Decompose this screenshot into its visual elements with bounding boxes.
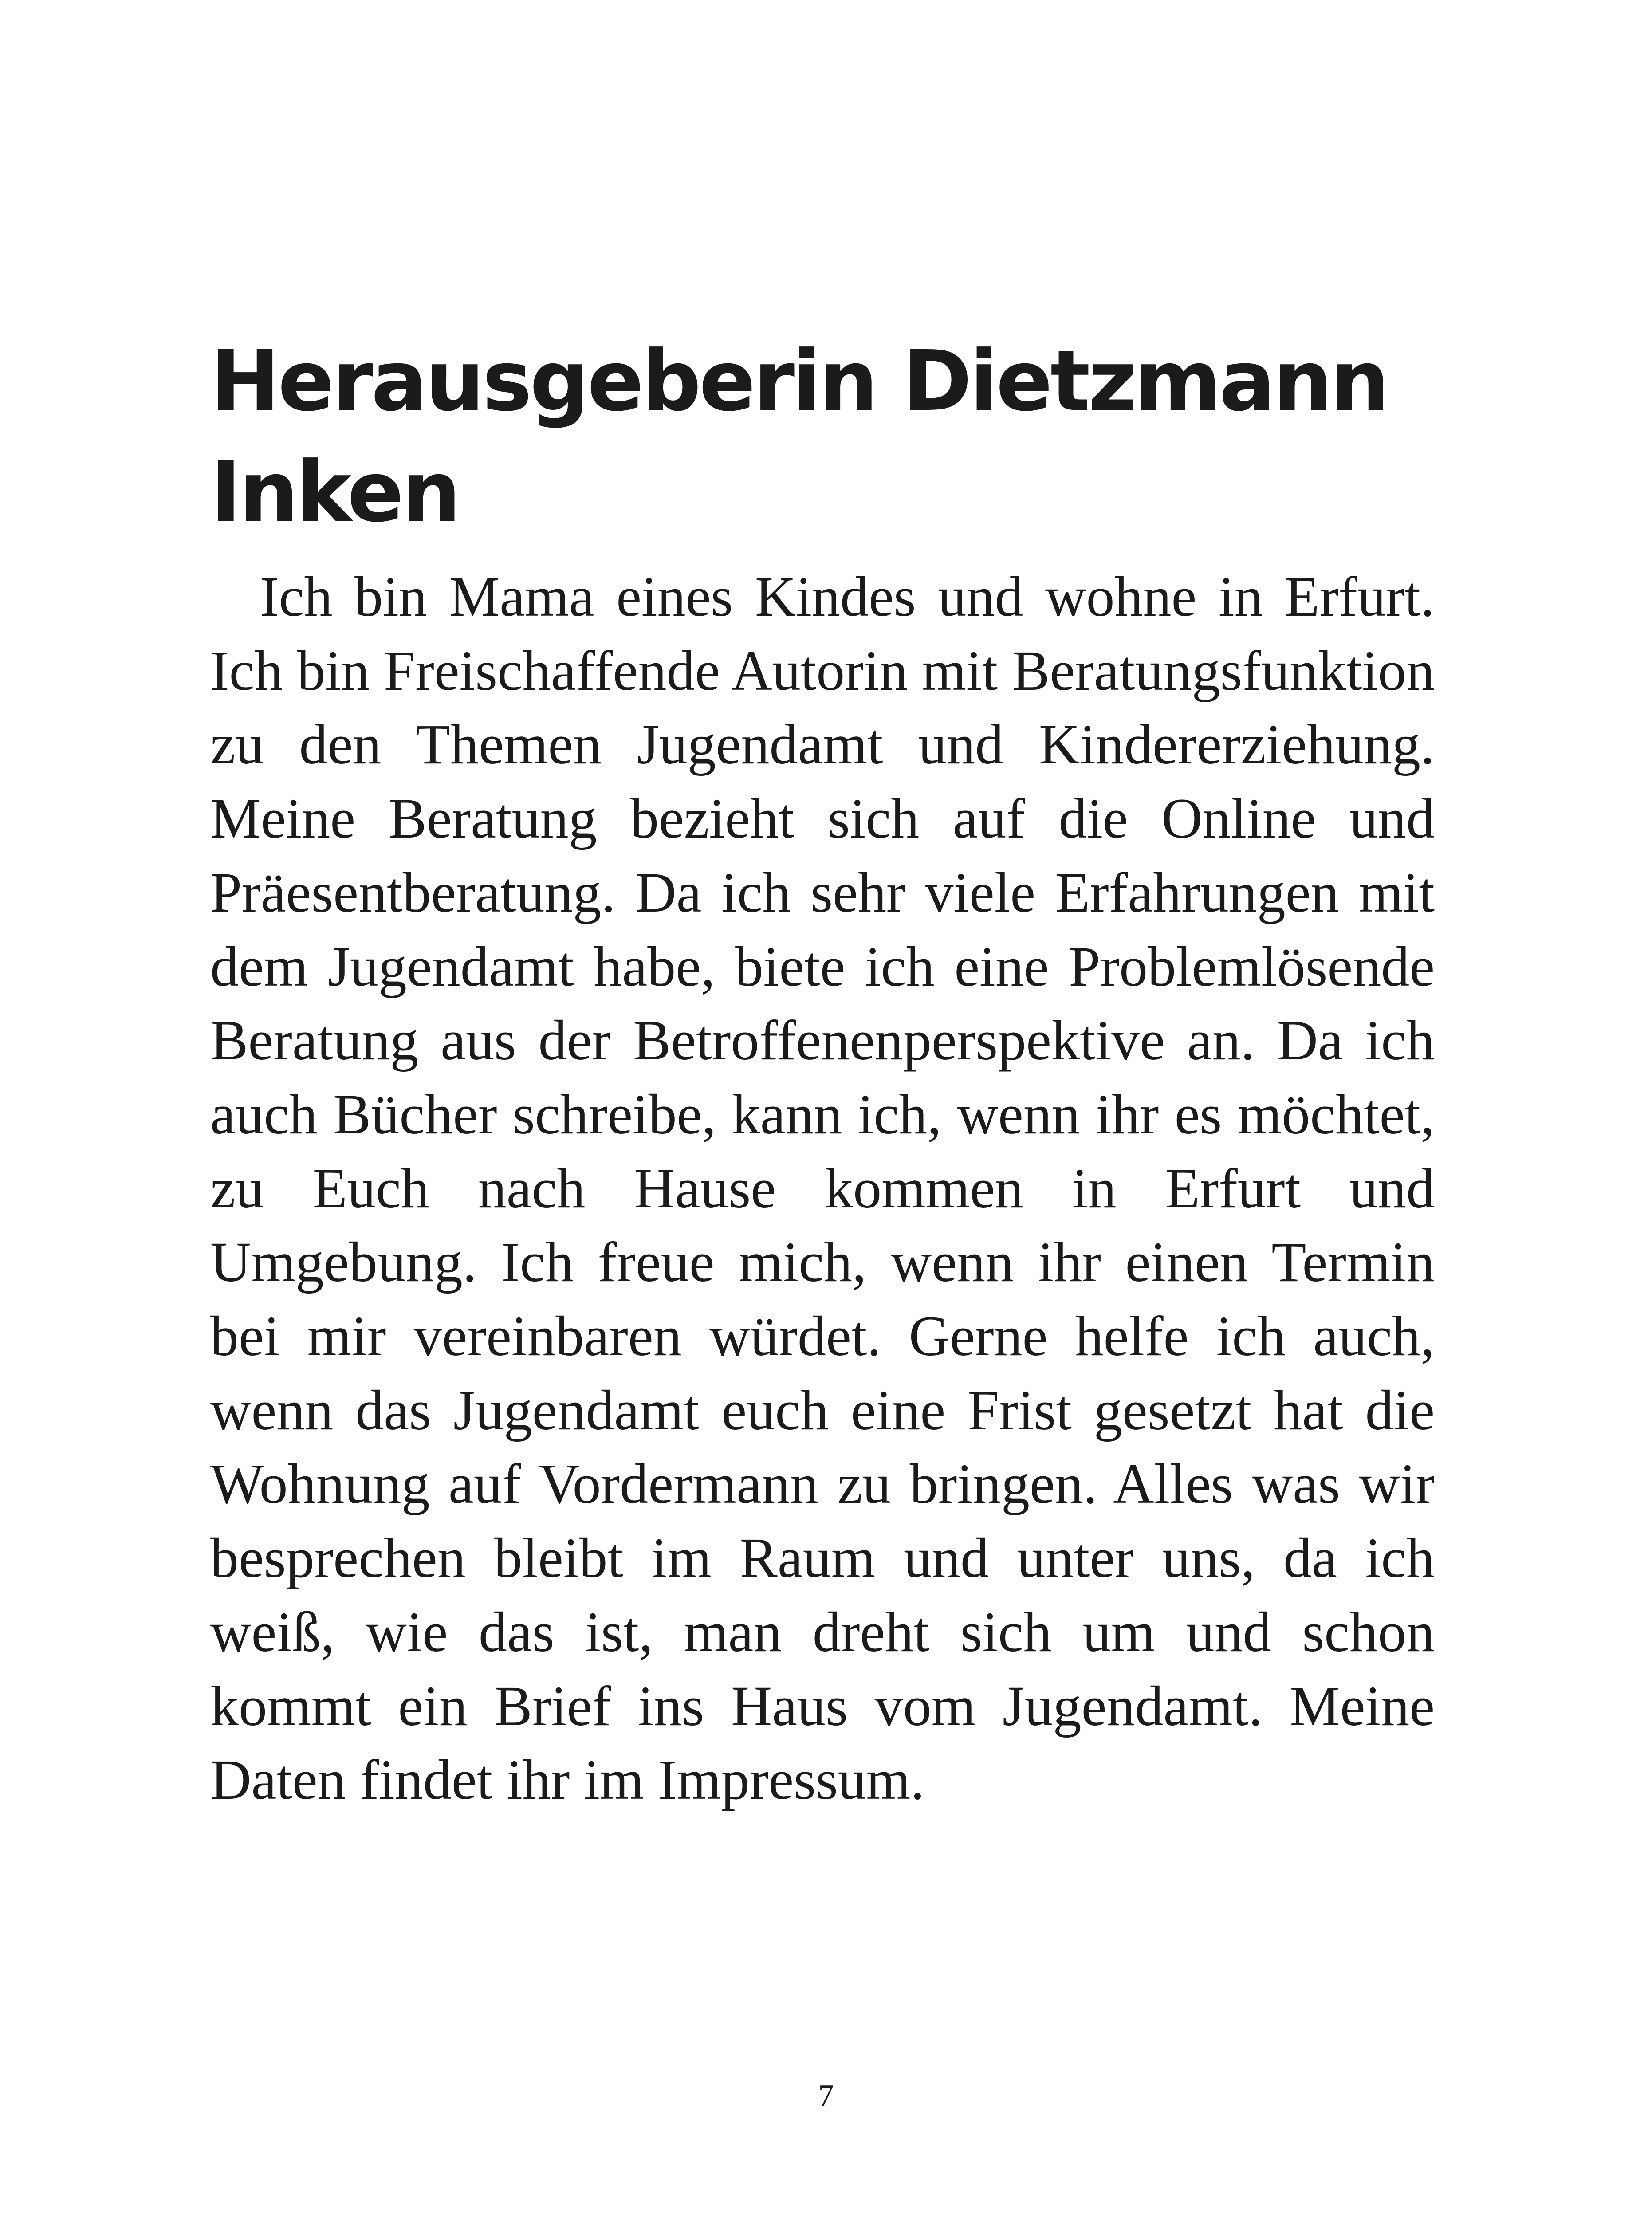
body-paragraph: Ich bin Mama eines Kindes und wohne in Erfurt. Ich bin Freischaffende Autorin mit Beratungsfunktion zu den Themen Jugendamt und Kindererziehung. Meine Beratung bezieht sich auf die Online und Präesentberatung. Da ich sehr viele Erfahrungen mit dem Jugendamt habe, biete ich eine Problemlösende Beratung aus der Betroffenenperspektive an. Da ich auch Bücher schreibe, kann ich, wenn ihr es möchtet, zu Euch nach Hause kommen in Erfurt und Umgebung. Ich freue mich, wenn ihr einen Termin bei mir vereinbaren würdet. Gerne helfe ich auch, wenn das Jugendamt euch eine Frist gesetzt hat die Wohnung auf Vordermann zu bringen. Alles was wir besprechen bleibt im Raum und unter uns, da ich weiß, wie das ist, man dreht sich um und schon kommt ein Brief ins Haus vom Jugendamt. Meine Daten findet ihr im Impressum.: [210, 565, 1435, 1812]
page-number: 7: [818, 2079, 834, 2113]
chapter-heading: Herausgeberin Dietzmann Inken: [210, 333, 1388, 541]
